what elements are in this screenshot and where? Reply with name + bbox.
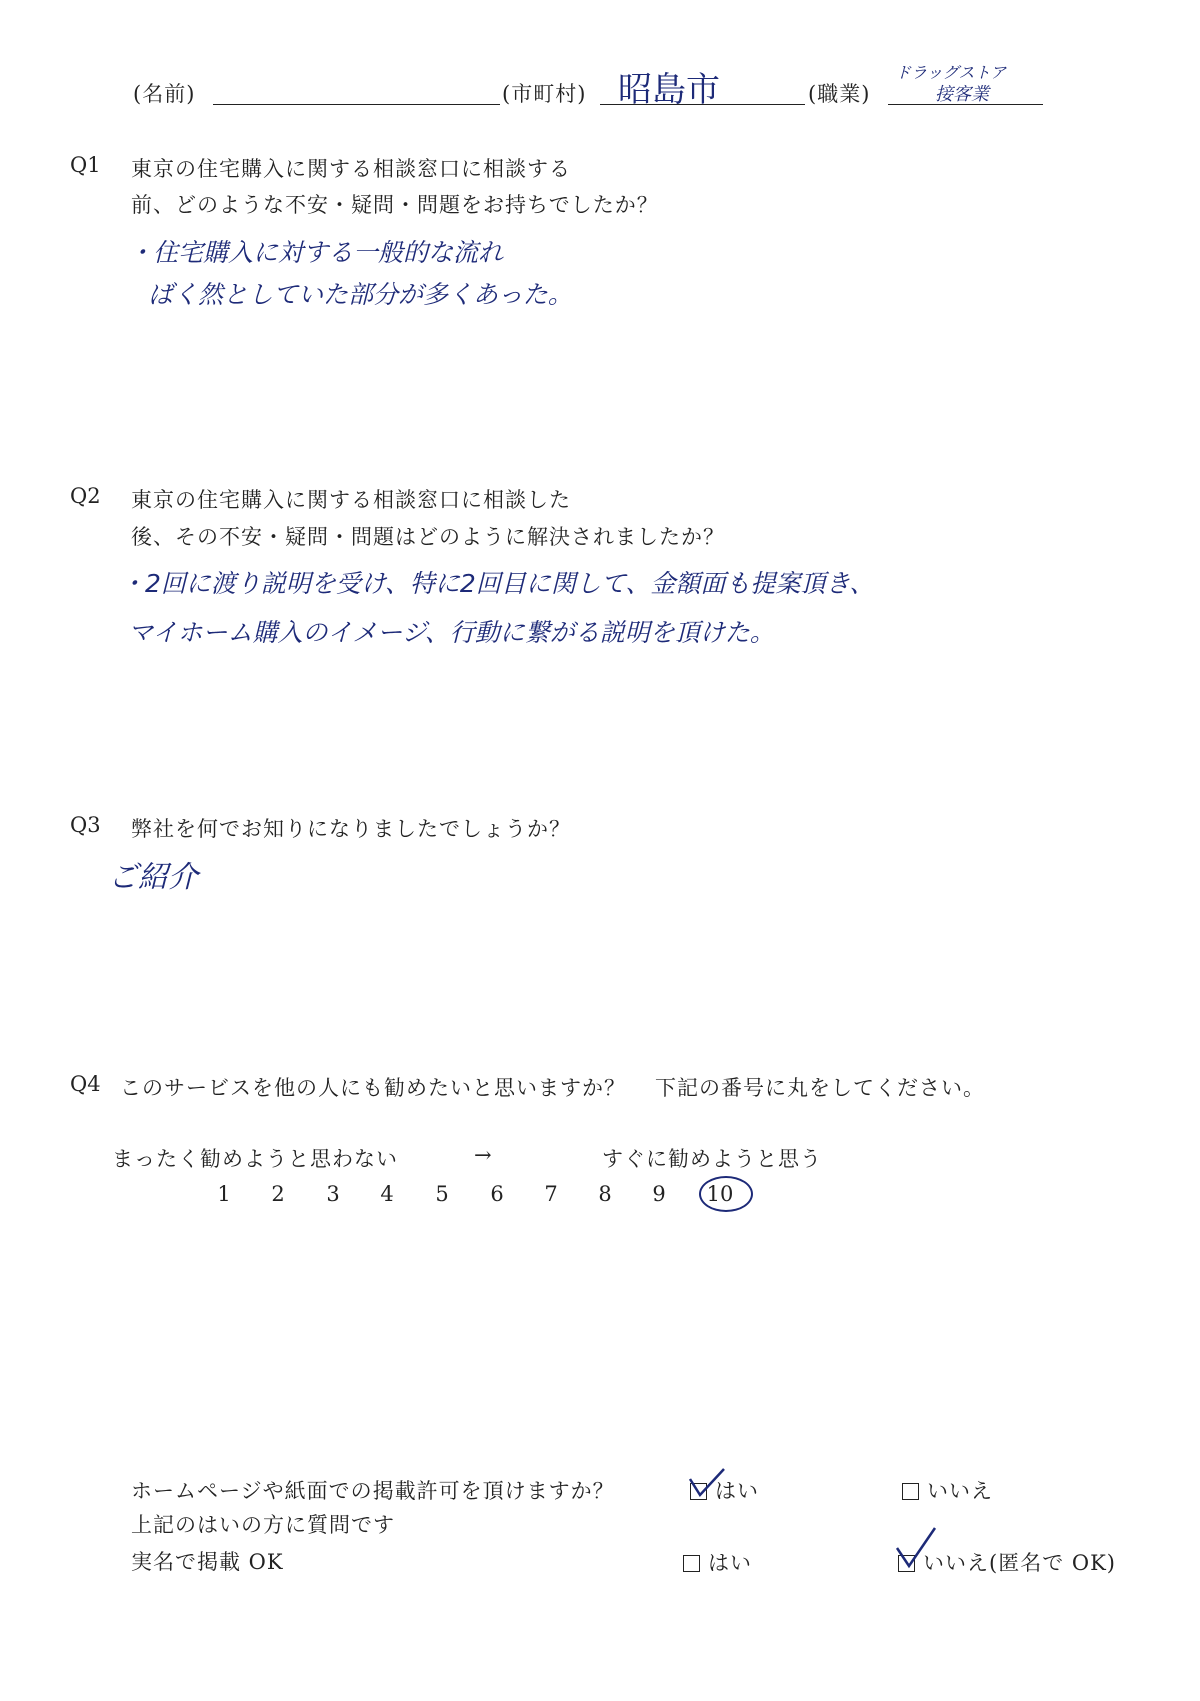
- permission-yes-check-icon: [688, 1465, 728, 1501]
- city-label: (市町村): [502, 82, 587, 106]
- q2-answer-line2: マイホーム購入のイメージ、行動に繋がる説明を頂けた。: [128, 618, 775, 647]
- followup-yes-checkbox[interactable]: [683, 1555, 700, 1572]
- q1-text-line1: 東京の住宅購入に関する相談窓口に相談する: [131, 157, 571, 181]
- scale-option-5[interactable]: 5: [435, 1182, 449, 1206]
- followup-intro: 上記のはいの方に質問です: [131, 1513, 395, 1537]
- scale-option-1[interactable]: 1: [217, 1182, 231, 1206]
- q4-number: Q4: [70, 1072, 101, 1096]
- q3-text: 弊社を何でお知りになりましたでしょうか？: [131, 817, 571, 841]
- q1-number: Q1: [70, 153, 101, 177]
- q2-text-line2: 後、その不安・疑問・問題はどのように解決されましたか？: [131, 525, 725, 549]
- followup-no-check-icon: [895, 1526, 937, 1570]
- permission-no-option[interactable]: [902, 1475, 993, 1505]
- q1-text-line2: 前、どのような不安・疑問・問題をお持ちでしたか？: [131, 193, 659, 217]
- scale-right-label: すぐに勧めようと思う: [602, 1147, 822, 1171]
- permission-no-checkbox[interactable]: [902, 1483, 919, 1500]
- scale-option-9[interactable]: 9: [652, 1182, 666, 1206]
- q3-answer: ご紹介: [108, 860, 198, 895]
- followup-no-label: いいえ(匿名で OK): [923, 1551, 1116, 1575]
- permission-question: ホームページや紙面での掲載許可を頂けますか？: [131, 1479, 615, 1503]
- name-field[interactable]: [213, 104, 500, 105]
- q2-number: Q2: [70, 484, 101, 508]
- q2-answer-line1: ・2回に渡り説明を受け、特に2回目に関して、金額面も提案頂き、: [120, 569, 875, 598]
- city-value: 昭島市: [618, 70, 720, 110]
- q1-answer-line1: ・住宅購入に対する一般的な流れ: [128, 238, 504, 267]
- followup-yes-option[interactable]: [683, 1547, 752, 1577]
- q4-text: このサービスを他の人にも勧めたいと思いますか？: [120, 1076, 626, 1100]
- scale-option-7[interactable]: 7: [544, 1182, 558, 1206]
- permission-yes-label: はい: [715, 1479, 759, 1503]
- q1-answer-line2: ばく然としていた部分が多くあった。: [148, 280, 573, 309]
- followup-question: 実名で掲載 OK: [131, 1550, 284, 1574]
- scale-option-4[interactable]: 4: [380, 1182, 394, 1206]
- permission-no-label: いいえ: [927, 1479, 993, 1503]
- job-value-line2: 接客業: [935, 84, 989, 105]
- selected-circle-icon: [699, 1176, 753, 1212]
- job-label: (職業): [808, 82, 871, 106]
- name-label: (名前): [133, 82, 196, 106]
- scale-option-8[interactable]: 8: [598, 1182, 612, 1206]
- job-value-line1: ドラッグストア: [895, 63, 1007, 82]
- scale-arrow: →: [474, 1143, 493, 1167]
- followup-yes-label: はい: [708, 1551, 752, 1575]
- scale-option-6[interactable]: 6: [490, 1182, 504, 1206]
- scale-option-2[interactable]: 2: [271, 1182, 285, 1206]
- scale-option-3[interactable]: 3: [326, 1182, 340, 1206]
- scale-option-10[interactable]: 10: [706, 1182, 734, 1206]
- scale-left-label: まったく勧めようと思わない: [112, 1147, 398, 1171]
- q3-number: Q3: [70, 813, 101, 837]
- q2-text-line1: 東京の住宅購入に関する相談窓口に相談した: [131, 488, 571, 512]
- q4-instruction: 下記の番号に丸をしてください。: [655, 1076, 985, 1100]
